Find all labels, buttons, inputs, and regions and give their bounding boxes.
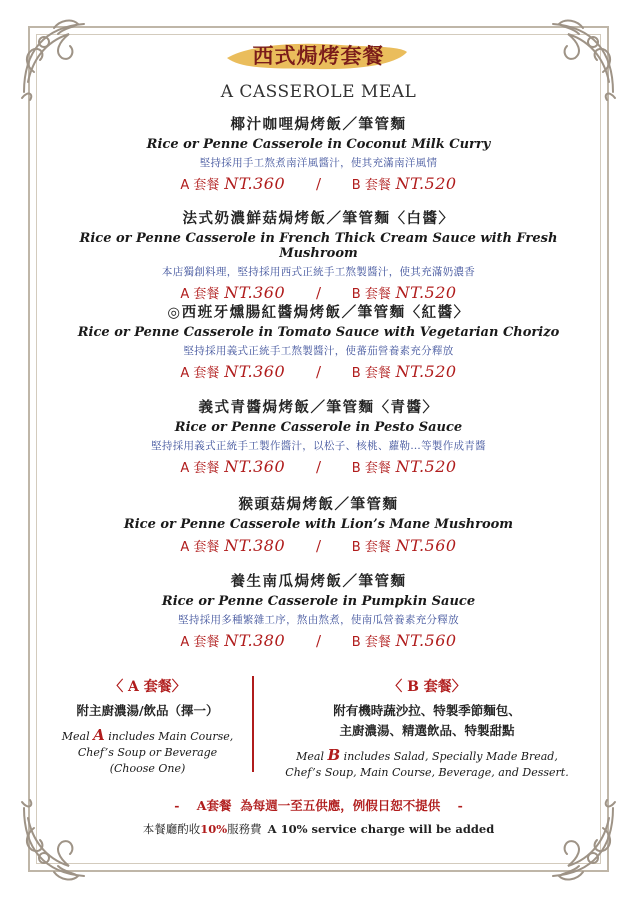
set-b-en-line2: Chef’s Soup, Main Course, Beverage, and Dessert. [285,766,569,779]
price-label-a: A 套餐 [180,287,220,302]
price-separator: / [315,632,322,650]
service-zh-prefix: 本餐廳酌收 [142,822,201,836]
set-a-letter: A [93,726,105,744]
set-a-en-line3: (Choose One) [109,762,186,775]
price-b: NT.560 [395,536,457,555]
item-name-en: Rice or Penne Casserole in Pumpkin Sauce [161,594,476,609]
price-separator: / [315,363,322,381]
menu-item [40,493,597,555]
menu-title-en: A CASSEROLE MEAL [220,82,417,102]
price-b: NT.520 [395,457,457,476]
service-en: A 10% service charge will be added [267,822,495,836]
set-b-en [262,747,592,781]
price-label-a: A 套餐 [180,635,220,650]
price-b: NT.520 [395,362,457,381]
price-label-b: B 套餐 [351,366,391,381]
price-label-b: B 套餐 [351,540,391,555]
item-name-zh: 養生南瓜焗烤飯／筆管麵 [230,573,407,590]
set-a-heading: 〈 A 套餐〉 [109,679,186,695]
item-description: 堅持採用義式正統手工熬製醬汁，使蕃茄營養素充分釋放 [183,345,454,357]
set-a-panel [50,676,245,777]
price-a: NT.380 [224,536,286,555]
price-separator: / [315,458,322,476]
price-a: NT.360 [224,362,286,381]
menu-item [40,570,597,650]
item-name-zh: 法式奶濃鮮菇焗烤飯／筆管麵〈白醬〉 [182,210,455,227]
menu-item [40,207,597,302]
item-price-row [40,283,597,302]
price-label-b: B 套餐 [351,461,391,476]
price-label-a: A 套餐 [180,178,220,193]
menu-item [40,113,597,193]
item-name-en: Rice or Penne Casserole in French Thick Cream Sauce with Fresh Mushroom [79,231,558,261]
item-description: 堅持採用多種繁雜工序，熬由熬煮，使南瓜營養素充分釋放 [178,614,459,626]
price-separator: / [315,537,322,555]
item-description: 堅持採用手工熬煮南洋風醬汁，使其充滿南洋風情 [199,157,438,169]
set-b-panel [262,676,592,781]
set-a-zh: 附主廚濃湯/飲品（擇一） [76,703,219,718]
item-description: 本店獨創料理，堅持採用西式正統手工熬製醬汁，使其充滿奶濃香 [161,266,476,278]
set-a-en-line1: includes Main Course, [104,730,234,743]
item-name-en: Rice or Penne Casserole with Lion’s Mane Mushroom [123,517,514,532]
price-b: NT.520 [395,283,457,302]
item-price-row [40,174,597,193]
item-price-row [40,631,597,650]
set-a-en [50,727,245,777]
item-name-zh: 義式青醬焗烤飯／筆管麵〈青醬〉 [198,399,439,416]
service-percent: 10% [200,822,228,836]
service-zh-suffix: 服務費 [227,822,262,836]
price-label-b: B 套餐 [351,178,391,193]
item-name-zh: 椰汁咖哩焗烤飯／筆管麵 [230,116,407,133]
price-a: NT.360 [224,174,286,193]
set-b-heading: 〈 B 套餐〉 [388,679,466,695]
item-name-en: Rice or Penne Casserole in Tomato Sauce with Vegetarian Chorizo [77,325,560,340]
item-name-en: Rice or Penne Casserole in Coconut Milk Curry [146,137,491,152]
service-charge-note [0,821,637,837]
menu-item [40,301,597,381]
item-name-en: Rice or Penne Casserole in Pesto Sauce [174,420,463,435]
set-b-zh-line2: 主廚濃湯、精選飲品、特製甜點 [339,723,515,738]
set-b-zh [262,701,592,741]
price-label-b: B 套餐 [351,287,391,302]
price-label-a: A 套餐 [180,366,220,381]
item-price-row [40,536,597,555]
price-separator: / [315,175,322,193]
price-a: NT.360 [224,457,286,476]
price-a: NT.380 [224,631,286,650]
price-separator: / [315,284,322,302]
price-label-b: B 套餐 [351,635,391,650]
menu-title-zh: 西式焗烤套餐 [252,43,385,68]
menu-item [40,396,597,476]
set-b-letter: B [327,746,341,764]
set-divider [252,676,254,772]
set-b-en-line1: includes Salad, Specially Made Bread, [340,750,558,763]
price-a: NT.360 [224,283,286,302]
set-b-zh-line1: 附有機時蔬沙拉、特製季節麵包、 [333,703,521,718]
price-b: NT.560 [395,631,457,650]
item-name-zh: 猴頭菇焗烤飯／筆管麵 [238,496,399,513]
item-name-zh: ◎西班牙燻腸紅醬焗烤飯／筆管麵〈紅醬〉 [167,304,470,321]
price-label-a: A 套餐 [180,540,220,555]
set-b-en-prefix: Meal [296,750,328,763]
item-price-row [40,457,597,476]
set-a-en-prefix: Meal [61,730,94,743]
price-b: NT.520 [395,174,457,193]
item-price-row [40,362,597,381]
weekday-notice: - A套餐 為每週一至五供應，例假日恕不提供 - [174,798,463,813]
item-description: 堅持採用義式正統手工製作醬汁，以松子、核桃、蘿勒…等製作成青醬 [151,440,486,452]
price-label-a: A 套餐 [180,461,220,476]
set-a-en-line2: Chef’s Soup or Beverage [77,746,218,759]
